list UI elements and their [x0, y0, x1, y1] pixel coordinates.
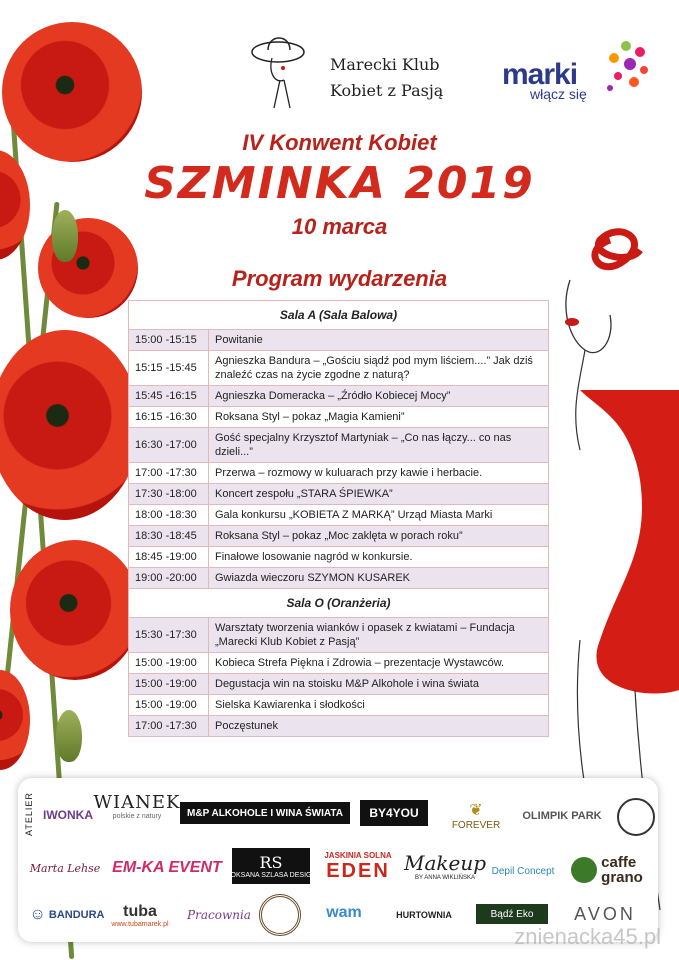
- sponsor-caffe-2: grano: [601, 869, 643, 886]
- marki-slogan: włącz się: [530, 86, 587, 102]
- table-row: [129, 330, 549, 351]
- row-desc: Gość specjalny Krzysztof Martyniak – „Co nas łączy... co nas dzieli...”: [209, 428, 549, 463]
- sponsor-avon: AVON: [574, 903, 636, 924]
- section-header-sala-o: [129, 589, 549, 618]
- table-row: [129, 428, 549, 463]
- table-row: [129, 547, 549, 568]
- table-row: [129, 716, 549, 737]
- sponsor-stamp: [258, 894, 302, 936]
- coffee-icon: [571, 857, 597, 883]
- sponsor-eden-name: EDEN: [326, 860, 390, 882]
- row-time: 15:00 -15:15: [129, 330, 209, 351]
- row-desc: Kobieca Strefa Piękna i Zdrowia – prezentacje Wystawców.: [209, 653, 549, 674]
- row-time: 15:00 -19:00: [129, 653, 209, 674]
- sponsor-makeup: [404, 846, 486, 886]
- program-table: [128, 300, 549, 737]
- sponsor-wianek: [93, 792, 181, 820]
- sponsor-atelier: ATELIER: [24, 792, 34, 836]
- row-desc: Przerwa – rozmowy w kuluarach przy kawie i herbacie.: [209, 463, 549, 484]
- club-name-line2: Kobiet z Pasją: [330, 81, 444, 100]
- sponsor-cafe-emblem: [616, 794, 656, 840]
- sponsor-olimpik: OLIMPIK PARK: [522, 810, 602, 822]
- row-time: 19:00 -20:00: [129, 568, 209, 589]
- emblem-icon: [617, 798, 655, 836]
- event-title: SZMINKA 2019: [144, 158, 535, 209]
- row-time: 18:30 -18:45: [129, 526, 209, 547]
- sponsor-bandura: [29, 898, 105, 932]
- row-time: 16:15 -16:30: [129, 407, 209, 428]
- marki-name: marki: [502, 58, 578, 91]
- table-row: [129, 484, 549, 505]
- row-time: 15:00 -19:00: [129, 695, 209, 716]
- section-title: Sala O (Oranżeria): [129, 589, 549, 618]
- sponsor-eden-top: JASKINIA SOLNA: [324, 851, 392, 860]
- sponsor-wam: wam: [326, 904, 362, 921]
- row-time: 17:00 -17:30: [129, 463, 209, 484]
- row-desc: Roksana Styl – pokaz „Moc zaklęta w porach roku”: [209, 526, 549, 547]
- roksana-mark-icon: RS: [259, 853, 283, 872]
- row-desc: Powitanie: [209, 330, 549, 351]
- section-title: Sala A (Sala Balowa): [129, 301, 549, 330]
- sponsor-caffe-1: caffe: [601, 854, 637, 871]
- row-desc: Finałowe losowanie nagród w konkursie.: [209, 547, 549, 568]
- marki-logo: [502, 58, 587, 102]
- club-logo-icon: [250, 24, 310, 110]
- sponsor-caffe-grano: [560, 850, 654, 890]
- sponsor-emka: EM-KA EVENT: [112, 859, 222, 876]
- club-name: [330, 52, 443, 104]
- table-row: [129, 386, 549, 407]
- sponsor-tuba-url: www.tubamarek.pl: [111, 920, 169, 928]
- table-row: [129, 351, 549, 386]
- sponsor-wianek-sub: polskie z natury: [112, 813, 162, 820]
- row-time: 18:45 -19:00: [129, 547, 209, 568]
- sponsors-panel: [18, 778, 658, 942]
- row-time: 15:15 -15:45: [129, 351, 209, 386]
- row-desc: Agnieszka Domeracka – „Źródło Kobiecej Mocy”: [209, 386, 549, 407]
- edition-title: IV Konwent Kobiet: [242, 130, 437, 155]
- row-time: 15:45 -16:15: [129, 386, 209, 407]
- row-desc: Agnieszka Bandura – „Gościu siądź pod mym liściem....” Jak dziś znaleźć czas na życie zgodne z naturą?: [209, 351, 549, 386]
- section-header-sala-a: [129, 301, 549, 330]
- table-row: [129, 407, 549, 428]
- sponsor-hurtownia: HURTOWNIA: [396, 910, 452, 920]
- sponsor-tuba: [104, 896, 176, 934]
- watermark: znienacka45.pl: [514, 924, 661, 949]
- row-desc: Sielska Kawiarenka i słodkości: [209, 695, 549, 716]
- sponsor-roksana: [225, 848, 317, 884]
- row-desc: Gwiazda wieczoru SZYMON KUSAREK: [209, 568, 549, 589]
- row-time: 18:00 -18:30: [129, 505, 209, 526]
- row-time: 16:30 -17:00: [129, 428, 209, 463]
- table-row: [129, 568, 549, 589]
- sponsor-eden: [316, 850, 400, 884]
- table-row: [129, 463, 549, 484]
- sponsor-makeup-name: Makeup: [403, 851, 487, 875]
- sponsor-iwonka: IWONKA: [43, 808, 93, 822]
- sponsor-roksana-name: ROKSANA SZLASA DESIGN: [225, 872, 317, 879]
- row-desc: Poczęstunek: [209, 716, 549, 737]
- sponsor-bandura-name: BANDURA: [48, 909, 105, 921]
- stamp-icon: [259, 894, 301, 936]
- table-row: [129, 505, 549, 526]
- sponsor-depil: Depil Concept: [491, 865, 555, 877]
- table-row: [129, 618, 549, 653]
- head-icon: ☺: [29, 906, 46, 923]
- sponsor-wianek-name: WIANEK: [93, 792, 181, 813]
- club-name-line1: Marecki Klub: [330, 55, 440, 74]
- row-desc: Degustacja win na stoisku M&P Alkohole i wina świata: [209, 674, 549, 695]
- row-time: 15:30 -17:30: [129, 618, 209, 653]
- row-time: 17:30 -18:00: [129, 484, 209, 505]
- row-desc: Roksana Styl – pokaz „Magia Kamieni”: [209, 407, 549, 428]
- sponsor-mp: M&P ALKOHOLE I WINA ŚWIATA: [180, 802, 350, 824]
- sponsor-marta: Marta Lehse: [29, 861, 101, 875]
- table-row: [129, 653, 549, 674]
- sponsor-badz-eko: Bądź Eko: [476, 904, 548, 924]
- forever-leaf-icon: ❦: [469, 801, 483, 819]
- row-desc: Warsztaty tworzenia wianków i opasek z kwiatami – Fundacja „Marecki Klub Kobiet z Pasją”: [209, 618, 549, 653]
- row-time: 17:00 -17:30: [129, 716, 209, 737]
- sponsor-pracownia: Pracownia: [187, 908, 251, 922]
- sponsor-by4you: BY4YOU: [360, 800, 428, 826]
- sponsor-tuba-name: tuba: [123, 902, 157, 920]
- marki-dots-icon: [602, 38, 650, 94]
- table-row: [129, 674, 549, 695]
- table-row: [129, 526, 549, 547]
- table-row: [129, 695, 549, 716]
- sponsor-forever-name: FOREVER: [451, 819, 501, 831]
- sponsor-makeup-sub: BY ANNA WIKLIŃSKA: [415, 875, 475, 881]
- row-time: 15:00 -19:00: [129, 674, 209, 695]
- row-desc: Gala konkursu „KOBIETA Z MARKĄ” Urząd Miasta Marki: [209, 505, 549, 526]
- row-desc: Koncert zespołu „STARA ŚPIEWKA”: [209, 484, 549, 505]
- program-heading: Program wydarzenia: [231, 266, 448, 291]
- sponsor-forever: [442, 796, 510, 834]
- event-date: 10 marca: [291, 214, 388, 239]
